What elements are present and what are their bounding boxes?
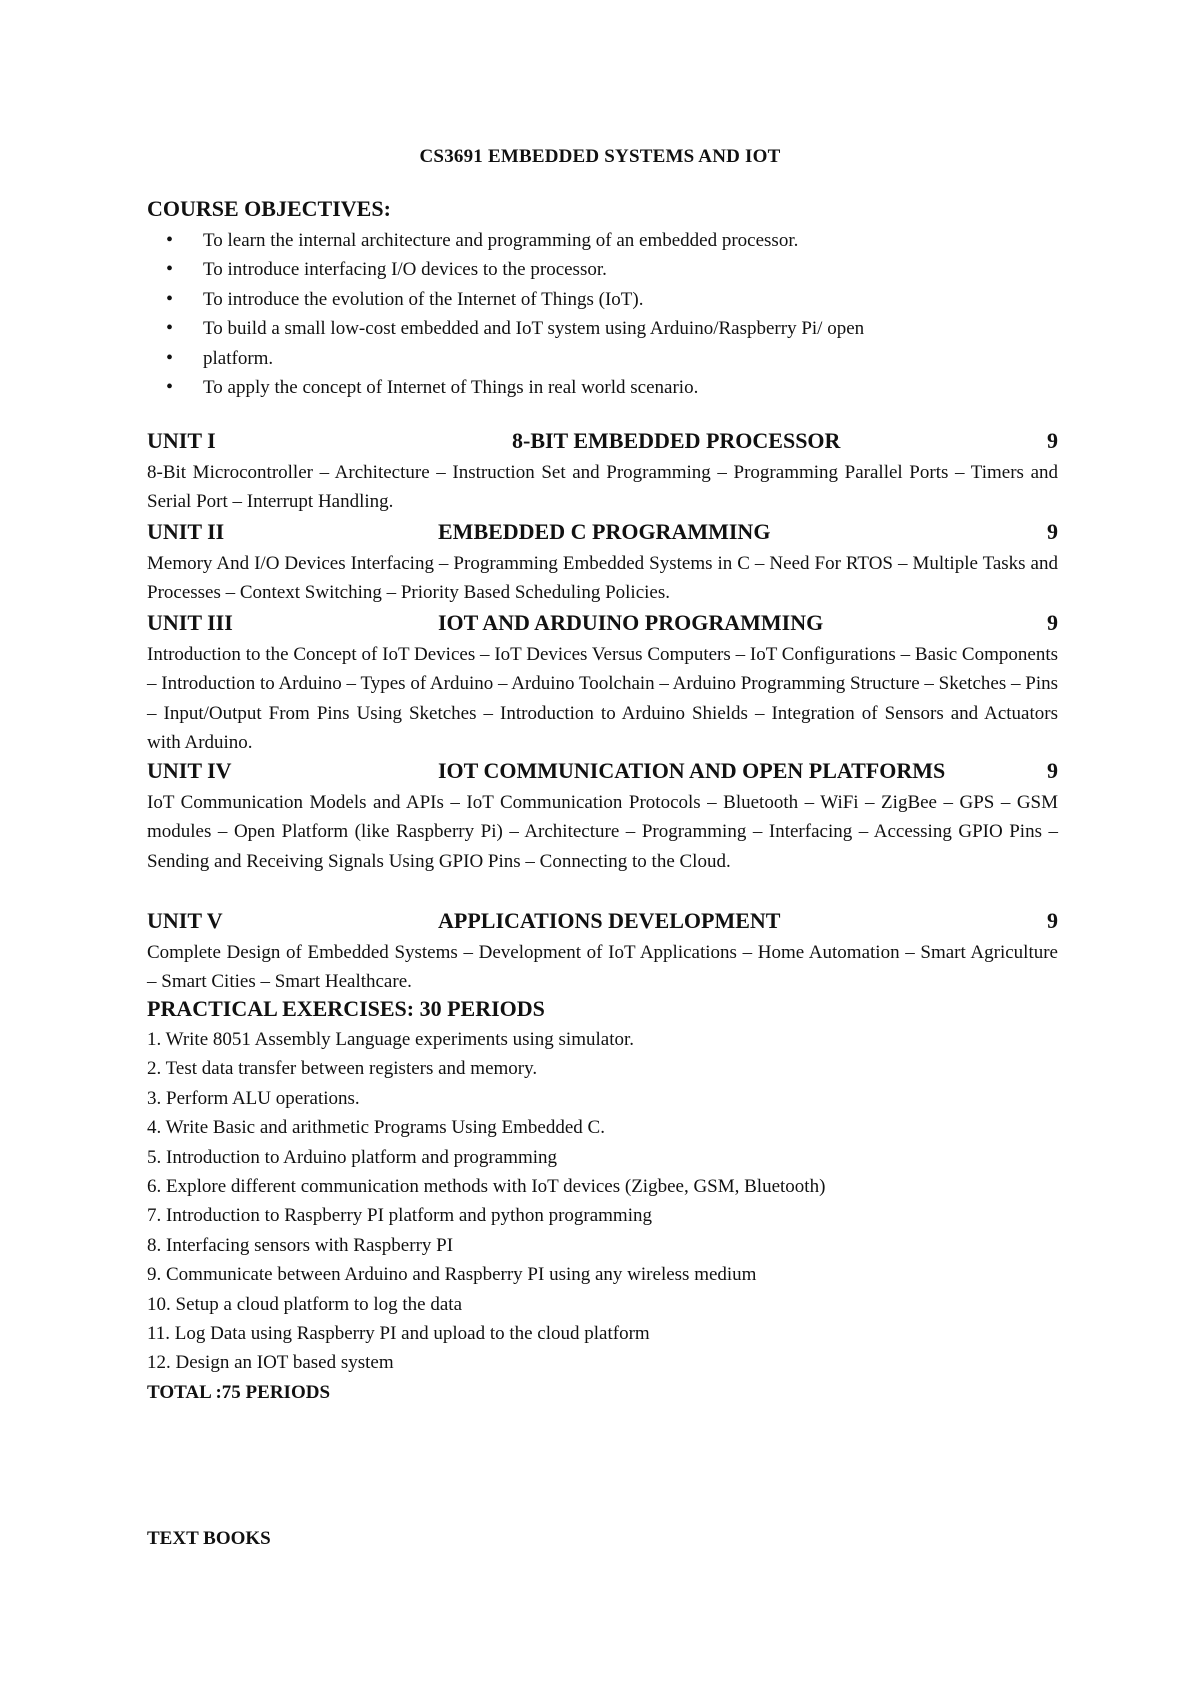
exercise-item: 8. Interfacing sensors with Raspberry PI [147,1234,454,1256]
unit-title: EMBEDDED C PROGRAMMING [438,519,771,544]
unit-4-content: IoT Communication Models and APIs – IoT Communication Protocols – Bluetooth – WiFi – ZigBee – GPS – GSM modules – Open Platform (like Raspberry Pi) – Architecture – Programming – Interfacing – Accessing GPIO Pins – Sending and Receiving Signals Using GPIO Pins – Connecting to the Cloud. [147,792,1058,872]
total-periods: TOTAL :75 PERIODS [147,1382,331,1403]
exercise-item: 7. Introduction to Raspberry PI platform and python programming [147,1205,652,1227]
unit-hours: 9 [1047,610,1058,635]
exercise-item: 3. Perform ALU operations. [147,1087,360,1109]
unit-hours: 9 [1047,519,1058,544]
unit-2-header [147,519,1058,549]
exercises-list [147,1025,1058,1378]
unit-hours: 9 [1047,428,1058,453]
exercise-item: 9. Communicate between Arduino and Raspberry PI using any wireless medium [147,1264,757,1286]
unit-title: IOT COMMUNICATION AND OPEN PLATFORMS [438,758,946,783]
objectives-list [147,226,1067,402]
exercise-item: 10. Setup a cloud platform to log the data [147,1293,463,1315]
practical-heading: PRACTICAL EXERCISES: 30 PERIODS [147,996,545,1021]
course-title: CS3691 EMBEDDED SYSTEMS AND IOT [419,146,781,167]
unit-hours: 9 [1047,758,1058,783]
unit-1-content: 8-Bit Microcontroller – Architecture – Instruction Set and Programming – Programming Parallel Ports – Timers and Serial Port – Interrupt Handling. [147,462,1058,513]
unit-title: 8-BIT EMBEDDED PROCESSOR [512,428,841,453]
unit-4-header [147,758,1058,788]
unit-number: UNIT II [147,519,225,544]
unit-number: UNIT III [147,610,233,635]
unit-3-header [147,610,1058,640]
objective-item: • To introduce the evolution of the Internet of Things (IoT). [147,285,1067,314]
textbooks-heading: TEXT BOOKS [147,1528,271,1549]
unit-title: IOT AND ARDUINO PROGRAMMING [438,610,824,635]
objective-item: • To apply the concept of Internet of Things in real world scenario. [147,373,1067,402]
objective-item: • platform. [147,344,1067,373]
unit-number: UNIT I [147,428,216,453]
exercise-item: 6. Explore different communication methods with IoT devices (Zigbee, GSM, Bluetooth) [147,1176,826,1198]
exercise-item: 5. Introduction to Arduino platform and programming [147,1146,558,1168]
unit-5-header [147,908,1058,938]
exercise-item: 11. Log Data using Raspberry PI and upload to the cloud platform [147,1323,650,1345]
unit-3-content: Introduction to the Concept of IoT Devices – IoT Devices Versus Computers – IoT Configurations – Basic Components – Introduction to Arduino – Types of Arduino – Arduino Toolchain – Arduino Programming Structure – Sketches – Pins – Input/Output From Pins Using Sketches – Introduction to Arduino Shields – Integration of Sensors and Actuators with Arduino. [147,644,1058,754]
unit-1-header [147,428,1058,458]
unit-number: UNIT V [147,908,223,933]
objective-item: • To build a small low-cost embedded and IoT system using Arduino/Raspberry Pi/ open [147,314,1067,343]
objectives-heading: COURSE OBJECTIVES: [147,196,391,221]
unit-title: APPLICATIONS DEVELOPMENT [438,908,781,933]
exercise-item: 2. Test data transfer between registers and memory. [147,1058,538,1080]
objective-item: • To learn the internal architecture and programming of an embedded processor. [147,226,1067,255]
unit-2-content: Memory And I/O Devices Interfacing – Programming Embedded Systems in C – Need For RTOS – Multiple Tasks and Processes – Context Switching – Priority Based Scheduling Policies. [147,553,1058,604]
unit-number: UNIT IV [147,758,232,783]
exercise-item: 4. Write Basic and arithmetic Programs Using Embedded C. [147,1117,605,1139]
exercise-item: 12. Design an IOT based system [147,1352,394,1374]
objective-item: • To introduce interfacing I/O devices to the processor. [147,255,1067,284]
exercise-item: 1. Write 8051 Assembly Language experiments using simulator. [147,1029,635,1050]
unit-5-content: Complete Design of Embedded Systems – Development of IoT Applications – Home Automation – Smart Agriculture – Smart Cities – Smart Healthcare. [147,942,1058,993]
unit-hours: 9 [1047,908,1058,933]
